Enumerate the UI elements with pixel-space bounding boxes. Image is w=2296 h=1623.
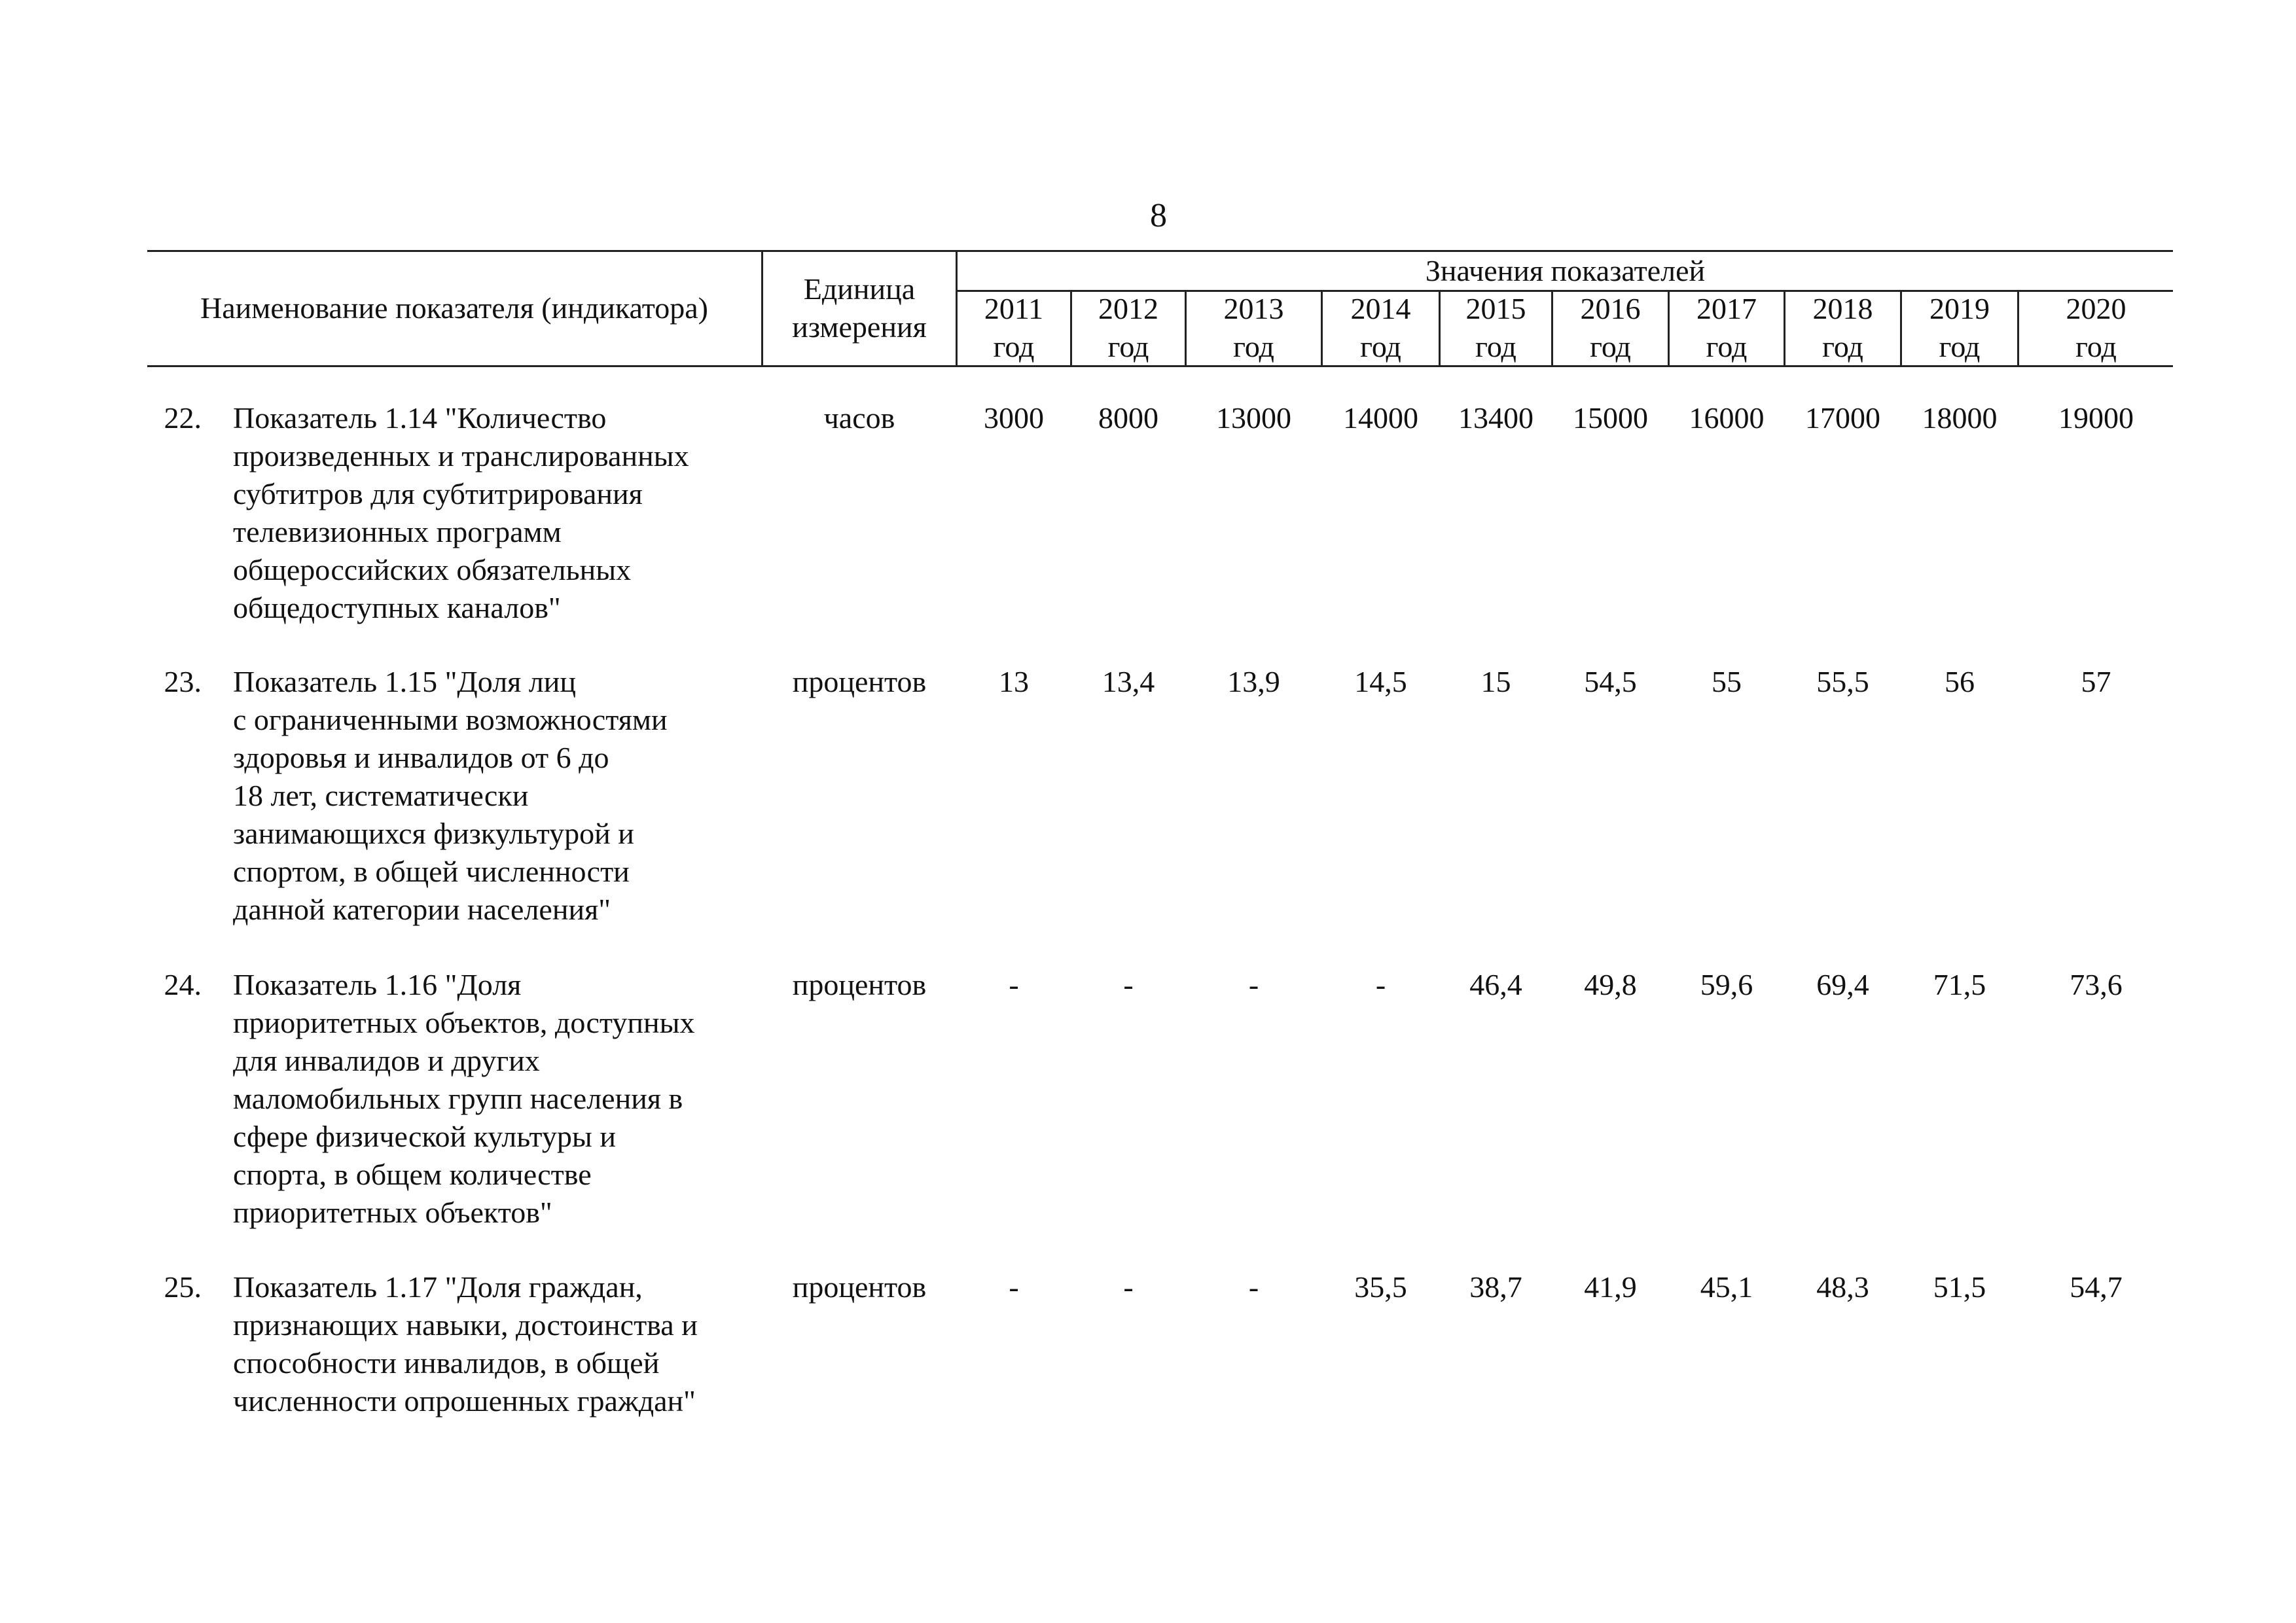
indicator-name-line: спорта, в общем количестве <box>233 1158 592 1191</box>
value-cell-2016: 54,5 <box>1584 665 1637 698</box>
header-year-suffix: год <box>1475 330 1516 363</box>
value-cell-2017: 55 <box>1712 665 1742 698</box>
value-cell-2011: 13 <box>999 665 1029 698</box>
indicator-name-line: способности инвалидов, в общей <box>233 1346 660 1380</box>
header-year-2018: 2018 <box>1812 292 1873 325</box>
header-year-2011: 2011 <box>984 292 1044 325</box>
indicator-name-line: занимающихся физкультурой и <box>233 817 634 850</box>
value-cell-2020: 73,6 <box>2070 968 2123 1001</box>
header-year-suffix: год <box>1706 330 1748 363</box>
header-name-col: Наименование показателя (индикатора) <box>200 291 708 325</box>
header-year-suffix: год <box>1939 330 1981 363</box>
value-cell-2015: 15 <box>1480 665 1511 698</box>
indicator-name-line: Показатель 1.17 "Доля граждан, <box>233 1270 643 1304</box>
indicator-name-line: субтитров для субтитрирования <box>233 477 643 510</box>
value-cell-2016: 15000 <box>1573 401 1648 435</box>
header-year-2020: 2020 <box>2066 292 2126 325</box>
value-cell-2011: 3000 <box>984 401 1044 435</box>
value-cell-2016: 49,8 <box>1584 968 1637 1001</box>
value-cell-2011: - <box>1009 1270 1019 1304</box>
value-cell-2017: 16000 <box>1689 401 1765 435</box>
value-cell-2020: 57 <box>2081 665 2111 698</box>
unit-cell: процентов <box>792 1270 927 1304</box>
indicator-name-line: телевизионных программ <box>233 515 562 548</box>
value-cell-2015: 38,7 <box>1469 1270 1522 1304</box>
value-cell-2018: 55,5 <box>1816 665 1869 698</box>
indicator-name-line: с ограниченными возможностями <box>233 703 668 736</box>
header-values-col: Значения показателей <box>1425 254 1706 287</box>
value-cell-2014: 14,5 <box>1354 665 1407 698</box>
indicator-name-line: общедоступных каналов" <box>233 591 561 624</box>
value-cell-2012: - <box>1123 1270 1134 1304</box>
header-year-suffix: год <box>1822 330 1863 363</box>
value-cell-2019: 18000 <box>1922 401 1998 435</box>
indicator-name-line: 18 лет, систематически <box>233 779 529 812</box>
value-cell-2018: 17000 <box>1805 401 1880 435</box>
header-year-suffix: год <box>993 330 1035 363</box>
header-year-suffix: год <box>1233 330 1274 363</box>
value-cell-2019: 71,5 <box>1933 968 1986 1001</box>
value-cell-2013: 13,9 <box>1227 665 1280 698</box>
value-cell-2014: - <box>1375 968 1386 1001</box>
indicator-name-line: Показатель 1.16 "Доля <box>233 968 522 1001</box>
value-cell-2017: 59,6 <box>1700 968 1753 1001</box>
indicator-name-line: приоритетных объектов" <box>233 1196 552 1229</box>
header-unit-line-1: Единица <box>803 272 916 306</box>
indicator-name-line: здоровья и инвалидов от 6 до <box>233 741 609 774</box>
header-year-2013: 2013 <box>1223 292 1284 325</box>
indicator-name-line: приоритетных объектов, доступных <box>233 1006 695 1039</box>
header-year-2019: 2019 <box>1929 292 1990 325</box>
value-cell-2020: 54,7 <box>2070 1270 2123 1304</box>
indicator-name-line: для инвалидов и других <box>233 1044 540 1077</box>
unit-cell: процентов <box>792 665 927 698</box>
value-cell-2016: 41,9 <box>1584 1270 1637 1304</box>
indicator-name-line: сфере физической культуры и <box>233 1120 616 1153</box>
value-cell-2014: 14000 <box>1343 401 1418 435</box>
page-number: 8 <box>1150 197 1167 234</box>
header-year-2012: 2012 <box>1098 292 1158 325</box>
value-cell-2015: 46,4 <box>1469 968 1522 1001</box>
value-cell-2019: 51,5 <box>1933 1270 1986 1304</box>
value-cell-2014: 35,5 <box>1354 1270 1407 1304</box>
row-number: 25. <box>164 1270 202 1304</box>
row-number: 22. <box>164 401 202 435</box>
indicator-name-line: маломобильных групп населения в <box>233 1082 683 1115</box>
indicator-name-line: численности опрошенных граждан" <box>233 1384 696 1418</box>
row-number: 24. <box>164 968 202 1001</box>
value-cell-2013: - <box>1248 1270 1259 1304</box>
value-cell-2018: 69,4 <box>1816 968 1869 1001</box>
value-cell-2012: 8000 <box>1098 401 1158 435</box>
header-year-suffix: год <box>2075 330 2117 363</box>
header-year-2016: 2016 <box>1580 292 1641 325</box>
value-cell-2012: - <box>1123 968 1134 1001</box>
indicator-name-line: произведенных и транслированных <box>233 439 689 473</box>
value-cell-2015: 13400 <box>1458 401 1534 435</box>
header-year-suffix: год <box>1590 330 1631 363</box>
value-cell-2020: 19000 <box>2058 401 2134 435</box>
row-number: 23. <box>164 665 202 698</box>
value-cell-2012: 13,4 <box>1102 665 1155 698</box>
header-year-suffix: год <box>1360 330 1401 363</box>
value-cell-2013: 13000 <box>1216 401 1291 435</box>
header-year-suffix: год <box>1107 330 1149 363</box>
value-cell-2013: - <box>1248 968 1259 1001</box>
value-cell-2017: 45,1 <box>1700 1270 1753 1304</box>
indicator-name-line: спортом, в общей численности <box>233 855 630 888</box>
value-cell-2019: 56 <box>1945 665 1975 698</box>
indicator-name-line: Показатель 1.15 "Доля лиц <box>233 665 576 698</box>
header-year-2015: 2015 <box>1465 292 1526 325</box>
header-year-2014: 2014 <box>1350 292 1411 325</box>
indicator-name-line: признающих навыки, достоинства и <box>233 1308 698 1342</box>
value-cell-2018: 48,3 <box>1816 1270 1869 1304</box>
unit-cell: процентов <box>792 968 927 1001</box>
unit-cell: часов <box>823 401 895 435</box>
indicator-name-line: данной категории населения" <box>233 893 611 926</box>
value-cell-2011: - <box>1009 968 1019 1001</box>
header-year-2017: 2017 <box>1696 292 1757 325</box>
indicator-name-line: Показатель 1.14 "Количество <box>233 401 607 435</box>
indicator-name-line: общероссийских обязательных <box>233 553 632 586</box>
header-unit-line-2: измерения <box>792 310 927 344</box>
